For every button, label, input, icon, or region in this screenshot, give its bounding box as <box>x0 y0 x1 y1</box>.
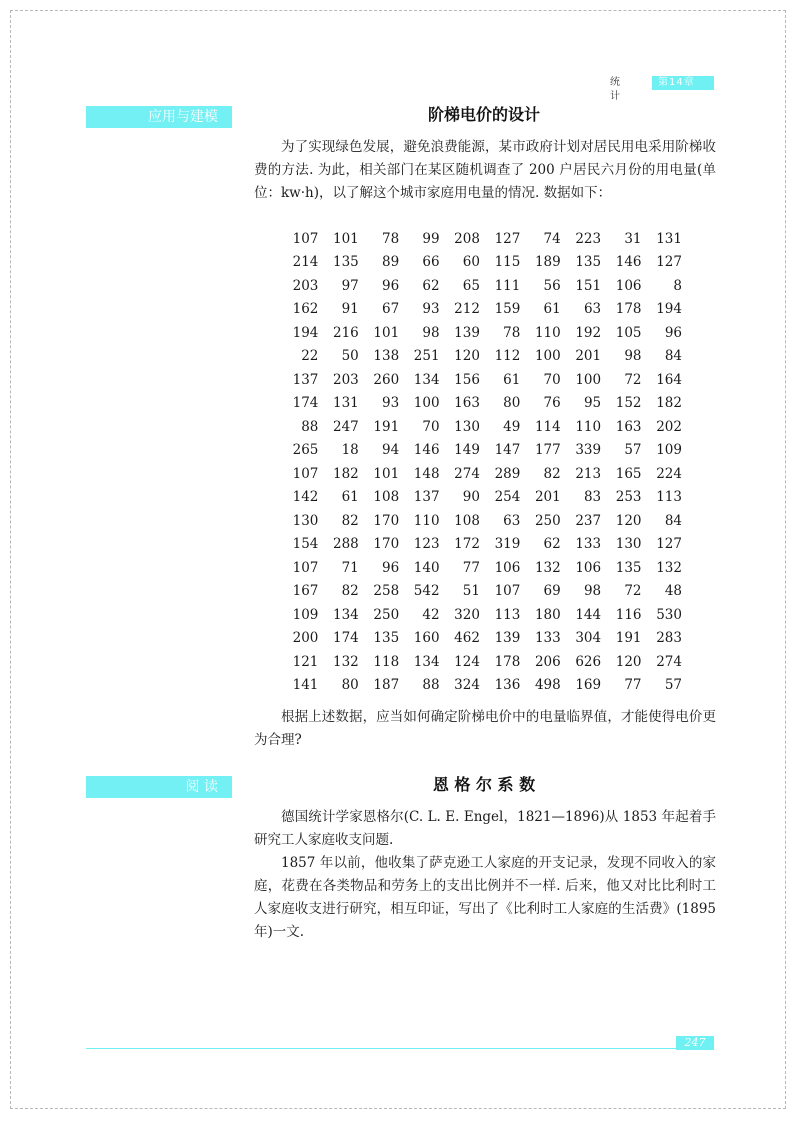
table-row <box>278 580 682 604</box>
table-cell: 84 <box>664 512 682 529</box>
table-row <box>278 321 682 345</box>
table-cell: 61 <box>341 489 359 506</box>
table-cell: 135 <box>373 630 400 647</box>
table-cell: 250 <box>534 512 561 529</box>
table-cell: 203 <box>333 371 359 388</box>
table-cell: 187 <box>373 677 400 694</box>
table-cell: 258 <box>373 583 400 600</box>
table-cell: 82 <box>341 512 359 529</box>
table-cell: 151 <box>575 277 602 294</box>
table-row <box>278 439 682 463</box>
table-cell: 100 <box>534 348 561 365</box>
table-row <box>278 556 682 580</box>
table-cell: 223 <box>575 230 602 247</box>
table-cell: 107 <box>494 583 521 600</box>
table-cell: 140 <box>413 559 440 576</box>
table-cell: 106 <box>615 277 642 294</box>
table-cell: 114 <box>534 418 561 435</box>
reading-paragraph-2: 1857 年以前，他收集了萨克逊工人家庭的开支记录，发现不同收入的家庭，花费在各类物品和劳务上的支出比例并不一样. 后来，他又对比比利时工人家庭收支进行研究，相互印证，写出了《比利时工人家庭的生活费》(1895 年)一文. <box>254 855 716 940</box>
table-cell: 180 <box>534 606 561 623</box>
table-cell: 120 <box>454 348 480 365</box>
table-cell: 135 <box>615 559 642 576</box>
table-cell: 127 <box>656 536 682 553</box>
table-cell: 127 <box>656 254 682 271</box>
table-cell: 130 <box>292 512 319 529</box>
table-cell: 113 <box>494 606 521 623</box>
table-cell: 182 <box>333 465 359 482</box>
table-cell: 320 <box>454 606 480 623</box>
table-cell: 137 <box>413 489 440 506</box>
modeling-title: 阶梯电价的设计 <box>427 105 540 124</box>
table-cell: 97 <box>341 277 359 294</box>
table-cell: 69 <box>543 583 561 600</box>
table-row <box>278 674 682 698</box>
table-cell: 80 <box>503 395 521 412</box>
table-cell: 144 <box>575 606 602 623</box>
table-cell: 110 <box>575 418 602 435</box>
table-cell: 57 <box>664 677 682 694</box>
table-cell: 462 <box>454 630 480 647</box>
modeling-intro: 为了实现绿色发展，避免浪费能源，某市政府计划对居民用电采用阶梯收费的方法. 为此，相关部门在某区随机调查了 200 户居民六月份的用电量(单位：kw·h)，以了解这个城市家庭用电量的情况. 数据如下： <box>254 139 716 201</box>
table-cell: 96 <box>664 324 682 341</box>
running-head-section: 统 计 <box>610 77 630 102</box>
table-cell: 154 <box>292 536 319 553</box>
table-cell: 80 <box>341 677 359 694</box>
table-cell: 101 <box>373 324 400 341</box>
table-cell: 83 <box>583 489 602 506</box>
table-cell: 530 <box>656 606 682 623</box>
table-cell: 152 <box>615 395 642 412</box>
table-cell: 50 <box>341 348 359 365</box>
table-cell: 167 <box>292 583 319 600</box>
table-cell: 194 <box>656 301 682 318</box>
table-cell: 71 <box>341 559 359 576</box>
table-cell: 212 <box>454 301 480 318</box>
table-cell: 135 <box>575 254 602 271</box>
table-row <box>278 603 682 627</box>
table-cell: 319 <box>494 536 521 553</box>
table-cell: 109 <box>656 442 682 459</box>
table-cell: 162 <box>292 301 319 318</box>
table-cell: 8 <box>673 277 682 294</box>
table-cell: 111 <box>494 277 521 294</box>
table-cell: 93 <box>422 301 440 318</box>
table-cell: 100 <box>575 371 602 388</box>
table-cell: 62 <box>543 536 561 553</box>
table-cell: 120 <box>615 512 642 529</box>
table-cell: 208 <box>454 230 480 247</box>
table-cell: 189 <box>534 254 561 271</box>
table-cell: 201 <box>534 489 561 506</box>
table-row <box>278 298 682 322</box>
table-cell: 72 <box>624 371 642 388</box>
reading-title: 恩 格 尔 系 数 <box>432 775 536 794</box>
table-cell: 131 <box>656 230 682 247</box>
table-cell: 178 <box>615 301 642 318</box>
table-cell: 164 <box>656 371 682 388</box>
table-cell: 542 <box>413 583 440 600</box>
table-cell: 260 <box>373 371 400 388</box>
page-number: 247 <box>676 1036 714 1050</box>
table-row <box>278 486 682 510</box>
table-cell: 61 <box>503 371 521 388</box>
table-cell: 109 <box>292 606 319 623</box>
reading-paragraph-1: 德国统计学家恩格尔(C. L. E. Engel，1821—1896)从 1853 年起着手研究工人家庭收支问题. <box>254 809 716 848</box>
table-cell: 60 <box>462 254 480 271</box>
table-cell: 247 <box>333 418 359 435</box>
table-row <box>278 462 682 486</box>
table-cell: 98 <box>422 324 440 341</box>
table-cell: 146 <box>413 442 440 459</box>
table-cell: 135 <box>333 254 359 271</box>
table-cell: 224 <box>656 465 682 482</box>
table-row <box>278 368 682 392</box>
table-cell: 70 <box>543 371 561 388</box>
table-cell: 74 <box>543 230 561 247</box>
table-cell: 93 <box>381 395 400 412</box>
table-cell: 78 <box>381 230 400 247</box>
table-cell: 283 <box>656 630 682 647</box>
table-cell: 101 <box>373 465 400 482</box>
table-cell: 110 <box>534 324 561 341</box>
table-cell: 274 <box>454 465 480 482</box>
table-cell: 22 <box>301 348 319 365</box>
table-cell: 213 <box>575 465 602 482</box>
table-cell: 56 <box>543 277 561 294</box>
table-cell: 108 <box>454 512 480 529</box>
table-cell: 133 <box>534 630 561 647</box>
table-cell: 149 <box>454 442 480 459</box>
table-row <box>278 345 682 369</box>
table-cell: 250 <box>373 606 400 623</box>
table-cell: 105 <box>615 324 642 341</box>
table-row <box>278 509 682 533</box>
table-cell: 253 <box>615 489 642 506</box>
table-cell: 169 <box>575 677 602 694</box>
table-cell: 200 <box>292 630 319 647</box>
table-cell: 147 <box>494 442 521 459</box>
table-cell: 288 <box>333 536 359 553</box>
table-cell: 95 <box>583 395 602 412</box>
table-cell: 82 <box>341 583 359 600</box>
table-cell: 77 <box>462 559 480 576</box>
table-cell: 177 <box>534 442 561 459</box>
table-cell: 130 <box>454 418 480 435</box>
table-cell: 201 <box>575 348 602 365</box>
table-cell: 51 <box>462 583 480 600</box>
table-cell: 107 <box>292 559 319 576</box>
footer-rule <box>86 1048 676 1049</box>
table-cell: 324 <box>454 677 480 694</box>
table-cell: 116 <box>615 606 642 623</box>
table-cell: 146 <box>615 254 642 271</box>
table-row <box>278 627 682 651</box>
table-cell: 194 <box>292 324 319 341</box>
table-row <box>278 251 682 275</box>
table-cell: 132 <box>333 653 359 670</box>
table-cell: 136 <box>494 677 521 694</box>
table-cell: 100 <box>413 395 440 412</box>
table-cell: 254 <box>494 489 521 506</box>
table-cell: 82 <box>543 465 561 482</box>
table-cell: 99 <box>422 230 440 247</box>
table-cell: 124 <box>454 653 480 670</box>
table-cell: 107 <box>292 230 319 247</box>
table-cell: 90 <box>462 489 480 506</box>
table-cell: 131 <box>333 395 359 412</box>
table-cell: 31 <box>624 230 642 247</box>
modeling-tag: 应用与建模 <box>86 106 232 128</box>
table-cell: 63 <box>583 301 602 318</box>
table-cell: 192 <box>575 324 602 341</box>
table-cell: 62 <box>422 277 440 294</box>
table-cell: 98 <box>583 583 602 600</box>
table-cell: 163 <box>454 395 480 412</box>
table-cell: 498 <box>534 677 561 694</box>
table-cell: 134 <box>333 606 359 623</box>
modeling-question: 根据上述数据，应当如何确定阶梯电价中的电量临界值，才能使得电价更为合理? <box>254 709 716 748</box>
table-cell: 134 <box>413 371 440 388</box>
table-cell: 237 <box>575 512 602 529</box>
table-cell: 142 <box>292 489 319 506</box>
table-cell: 626 <box>575 653 602 670</box>
table-cell: 163 <box>615 418 642 435</box>
table-cell: 94 <box>381 442 400 459</box>
table-cell: 137 <box>292 371 319 388</box>
table-cell: 89 <box>381 254 400 271</box>
table-cell: 118 <box>373 653 400 670</box>
table-cell: 112 <box>494 348 521 365</box>
table-cell: 61 <box>543 301 561 318</box>
reading-tag: 阅 读 <box>86 776 232 798</box>
table-cell: 170 <box>373 536 400 553</box>
table-cell: 133 <box>575 536 602 553</box>
table-cell: 214 <box>292 254 319 271</box>
table-row <box>278 415 682 439</box>
table-cell: 70 <box>422 418 440 435</box>
table-cell: 57 <box>624 442 642 459</box>
table-cell: 191 <box>373 418 400 435</box>
table-cell: 191 <box>615 630 642 647</box>
table-cell: 156 <box>454 371 480 388</box>
table-cell: 251 <box>413 348 440 365</box>
table-cell: 304 <box>575 630 602 647</box>
table-cell: 139 <box>454 324 480 341</box>
table-cell: 265 <box>292 442 319 459</box>
table-cell: 274 <box>656 653 682 670</box>
table-cell: 115 <box>494 254 521 271</box>
table-cell: 48 <box>664 583 682 600</box>
table-cell: 127 <box>494 230 521 247</box>
running-head <box>596 76 714 102</box>
table-cell: 178 <box>494 653 521 670</box>
table-cell: 141 <box>292 677 319 694</box>
table-cell: 216 <box>333 324 359 341</box>
table-cell: 42 <box>422 606 440 623</box>
electricity-data-table <box>278 227 682 697</box>
table-cell: 174 <box>292 395 319 412</box>
table-cell: 202 <box>656 418 682 435</box>
table-cell: 65 <box>462 277 480 294</box>
table-cell: 66 <box>422 254 440 271</box>
table-cell: 72 <box>624 583 642 600</box>
table-cell: 84 <box>664 348 682 365</box>
table-cell: 88 <box>301 418 319 435</box>
table-cell: 203 <box>292 277 319 294</box>
table-cell: 96 <box>381 559 400 576</box>
table-cell: 101 <box>333 230 359 247</box>
table-cell: 106 <box>575 559 602 576</box>
table-cell: 172 <box>454 536 480 553</box>
table-cell: 63 <box>503 512 521 529</box>
table-cell: 76 <box>543 395 561 412</box>
table-cell: 130 <box>615 536 642 553</box>
table-cell: 49 <box>503 418 521 435</box>
table-cell: 123 <box>413 536 440 553</box>
table-cell: 18 <box>341 442 359 459</box>
table-cell: 96 <box>381 277 400 294</box>
table-cell: 170 <box>373 512 400 529</box>
table-cell: 182 <box>656 395 682 412</box>
table-cell: 206 <box>534 653 561 670</box>
table-cell: 120 <box>615 653 642 670</box>
table-cell: 110 <box>413 512 440 529</box>
table-cell: 106 <box>494 559 521 576</box>
table-cell: 91 <box>341 301 359 318</box>
table-cell: 148 <box>413 465 440 482</box>
table-cell: 339 <box>575 442 602 459</box>
table-cell: 138 <box>373 348 400 365</box>
table-cell: 88 <box>422 677 440 694</box>
table-cell: 132 <box>534 559 561 576</box>
table-cell: 121 <box>292 653 319 670</box>
table-cell: 159 <box>494 301 521 318</box>
table-cell: 160 <box>413 630 440 647</box>
table-cell: 132 <box>656 559 682 576</box>
table-cell: 77 <box>624 677 642 694</box>
table-row <box>278 650 682 674</box>
table-cell: 107 <box>292 465 319 482</box>
table-row <box>278 533 682 557</box>
table-cell: 108 <box>373 489 400 506</box>
table-cell: 165 <box>615 465 642 482</box>
table-row <box>278 274 682 298</box>
table-cell: 98 <box>624 348 642 365</box>
table-cell: 174 <box>333 630 359 647</box>
running-head-chapter: 第14章 <box>652 76 714 90</box>
table-cell: 139 <box>494 630 521 647</box>
table-cell: 289 <box>494 465 521 482</box>
table-row <box>278 392 682 416</box>
table-row <box>278 227 682 251</box>
table-cell: 78 <box>503 324 521 341</box>
table-cell: 113 <box>656 489 682 506</box>
table-cell: 134 <box>413 653 440 670</box>
table-cell: 67 <box>381 301 400 318</box>
